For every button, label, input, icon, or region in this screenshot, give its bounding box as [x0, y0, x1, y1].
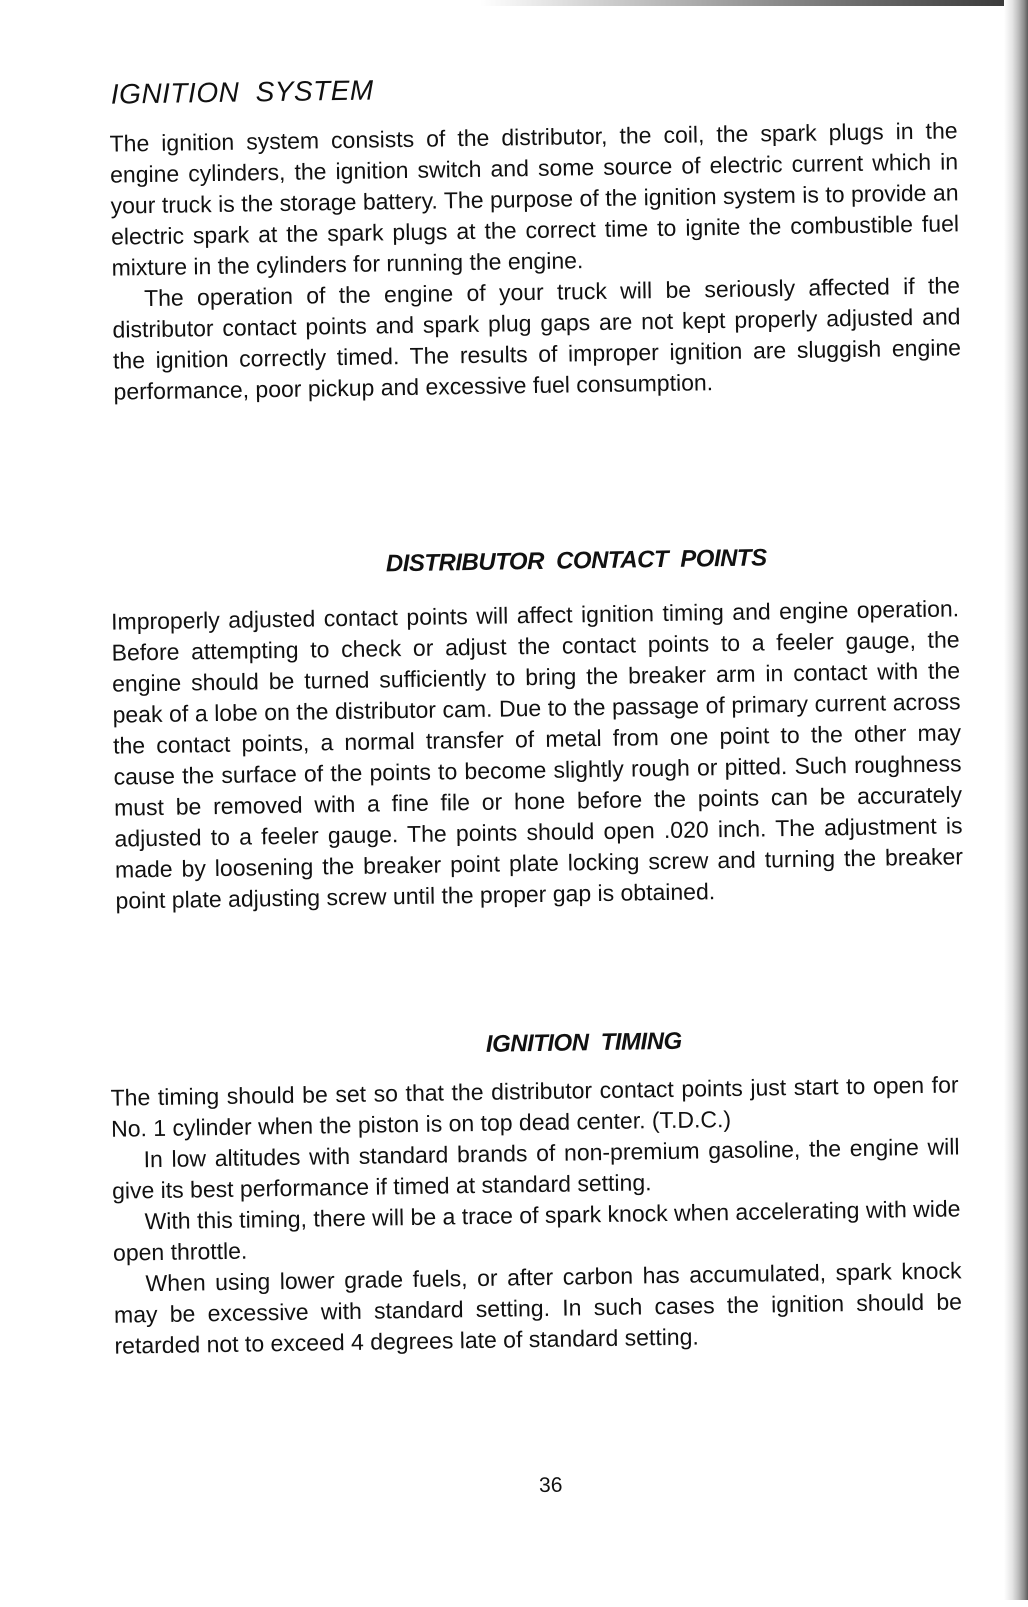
section-title-ignition-timing: IGNITION TIMING [485, 1027, 682, 1058]
paragraph: The timing should be set so that the distributor contact points just start to open for No. 1 cylinder when the piston is on top dead center. (T.D.C.) [110, 1071, 959, 1142]
section-title-distributor-contact-points: DISTRIBUTOR CONTACT POINTS [385, 544, 767, 578]
section-title-ignition-system: IGNITION SYSTEM [110, 74, 374, 110]
section-body-distributor-contact-points [111, 593, 964, 916]
paragraph: In low altitudes with standard brands of non-premium gasoline, the engine will give its best performance if timed at standard setting. [111, 1133, 960, 1204]
paragraph: When using lower grade fuels, or after carbon has accumulated, spark knock may be excessive with standard setting. In such cases the ignition should be retarded not to exceed 4 degrees late of standard setting. [113, 1257, 963, 1359]
paragraph: Improperly adjusted contact points will affect ignition timing and engine operation. Before attempting to check or adjust the contact points to a feeler gauge, the engine should be turned sufficiently to bring the breaker arm in contact with the peak of a lobe on the distributor cam. Due to the passage of primary current across the contact points, a normal transfer of metal from one point to the other may cause the surface of the points to become slightly rough or pitted. Such roughness must be removed with a fine file or hone before the points can be accurately adjusted to a feeler gauge. The points should open .020 inch. The adjustment is made by loosening the breaker point plate locking screw and turning the breaker point plate adjusting screw until the proper gap is obtained. [110, 595, 964, 914]
paragraph: The ignition system consists of the distributor, the coil, the spark plugs in the engine cylinders, the ignition switch and some source of electric current which in your truck is the storage battery. The purpose of the ignition system is to provide an electric spark at the spark plugs at the correct time to ignite the combustible fuel mixture in the cylinders for running the engine. [109, 117, 960, 281]
paragraph: The operation of the engine of your truck will be seriously affected if the distributor contact points and spark plug gaps are not kept properly adjusted and the ignition correctly timed. The results of improper ignition are sluggish engine performance, poor pickup and excessive fuel consumption. [112, 272, 962, 405]
scan-binding-edge [1004, 0, 1028, 1600]
section-body-ignition-timing [110, 1069, 962, 1361]
manual-page [83, 0, 996, 1607]
section-body-ignition-system [109, 115, 961, 407]
page-number: 36 [538, 1473, 563, 1498]
paragraph: With this timing, there will be a trace of spark knock when accelerating with wide open throttle. [112, 1195, 961, 1266]
